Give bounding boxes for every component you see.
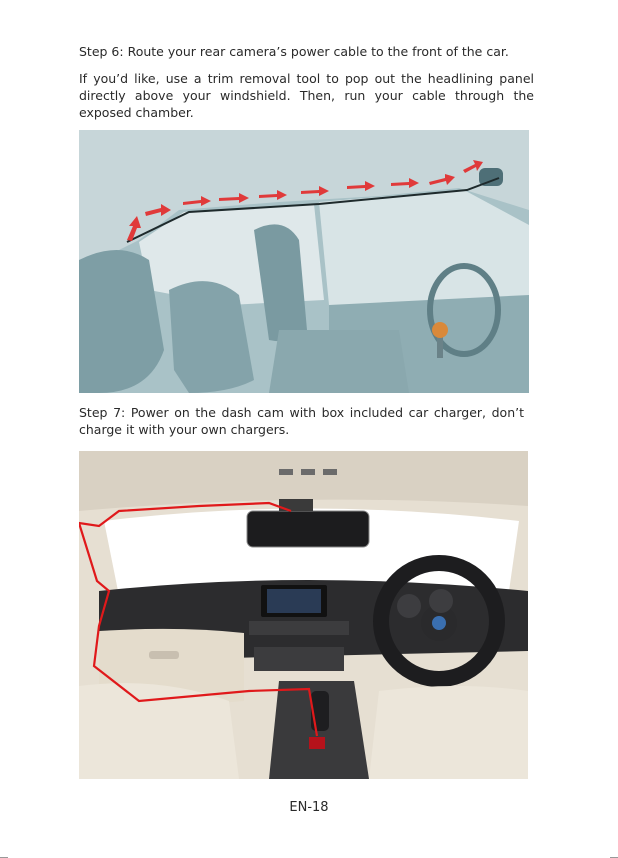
page-number: EN-18 [289,800,329,815]
car-interior-photo [79,451,528,779]
charger-cable-route-diagram [79,451,528,779]
step6-description: If you’d like, use a trim removal tool to pop out the headlining panel directly above your windshield. Then, run your cable through the exposed chamber. [79,71,534,120]
headliner-route-diagram [79,130,529,393]
cable-routing-illustration [79,130,529,393]
step6-title: Step 6: Route your rear camera’s power cable to the front of the car. [79,44,509,59]
step7-title: Step 7: Power on the dash cam with box included car charger, don’t charge it with your own chargers. [79,405,524,437]
mirror-dash-cam [247,511,369,547]
